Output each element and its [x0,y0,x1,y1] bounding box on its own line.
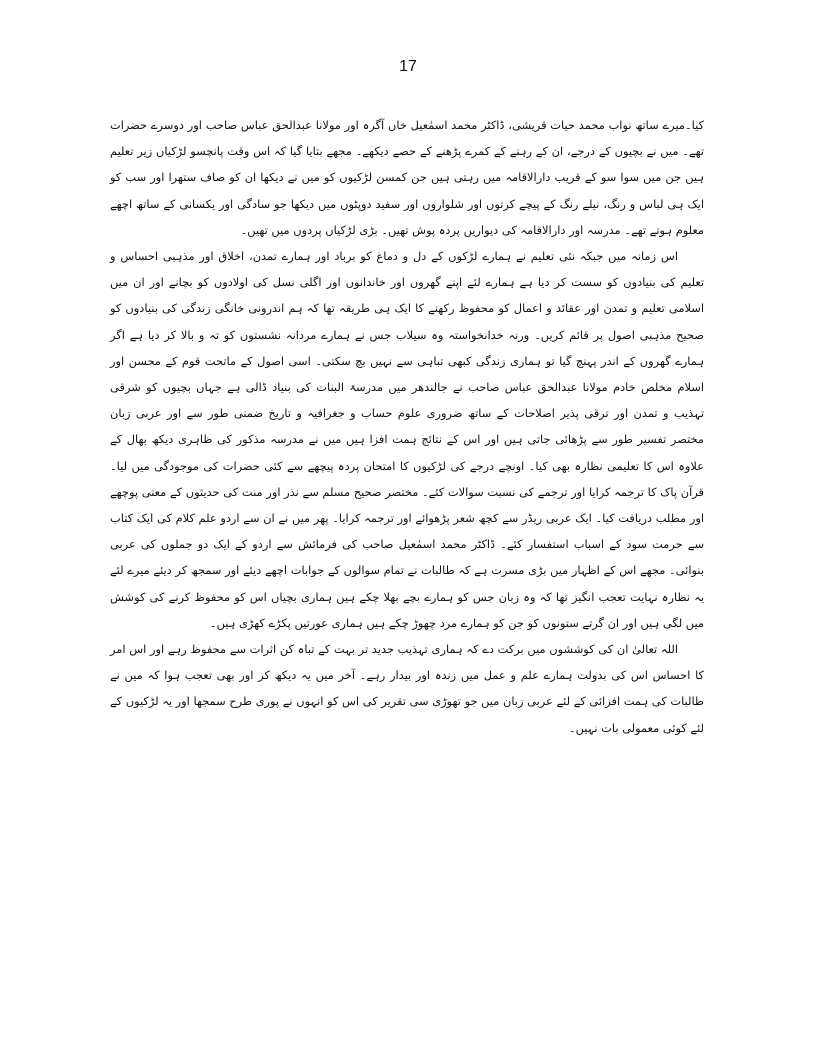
paragraph: اللہ تعالیٰ ان کی کوششوں میں برکت دے کہ ہماری تہذیب جدید تر بہت کے تباہ کن اثرات سے محفوظ رہے اور اس امر کا احساس اس کی بدولت ہمارے علم و عمل میں زندہ اور بیدار رہے۔ آخر میں یہ دیکھ کر اور بھی تعجب ہوا کہ میں نے طالبات کی ہمت افزائی کے لئے عربی زبان میں جو تھوڑی سی تقریر کی اس کو انہوں نے پوری طرح سمجھا اور یہ لڑکیوں کے لئے کوئی معمولی بات نہیں۔ [110,642,704,735]
body-text [110,112,704,741]
paragraph: اس زمانہ میں جبکہ نئی تعلیم نے ہمارے لڑکوں کے دل و دماغ کو برباد اور ہمارے تمدن، اخلاق اور مذہبی احساس و تعلیم کی بنیادوں کو سست کر دیا ہے ہمارے لئے اپنے گھروں اور خاندانوں اور اگلی نسل کی اولادوں کو بچانے اور ان میں اسلامی تعلیم و تمدن اور عقائد و اعمال کو محفوظ رکھنے کا ایک ہی طریقہ تھا کہ ہم اندرونی خانگی زندگی کی بنیادوں کو صحیح مذہبی اصول پر قائم کریں۔ ورنہ خدانخواستہ وہ سیلاب جس نے ہمارے مردانہ نشستوں کو تہ و بالا کر دیا ہے اگر ہمارے گھروں کے اندر پہنچ گیا تو ہماری زندگی کبھی تباہی سے نہیں بچ سکتی۔ اسی اصول کے ماتحت قوم کے محسن اور اسلام مخلص خادم مولانا عبدالحق عباس صاحب نے جالندھر میں مدرسۃ البنات کی بنیاد ڈالی ہے جہاں بچیوں کو شرقی تہذیب و تمدن اور ترقی پذیر اصلاحات کے ساتھ ضروری علوم حساب و جغرافیہ و تاریخ ضمنی طور سے اور عربی زبان مختصر تفسیر طور سے پڑھائی جاتی ہیں اور اس کے نتائج ہمت افزا ہیں میں نے مدرسہ مذکور کی ظاہری دیکھ بھال کے علاوہ اس کا تعلیمی نظارہ بھی کیا۔ اونچے درجے کی لڑکیوں کا امتحان پردہ پیچھے سے کئی حضرات کی موجودگی میں لیا۔ قرآن پاک کا ترجمہ کرایا اور ترجمے کی نسبت سوالات کئے۔ مختصر صحیح مسلم سے نذر اور منت کی حدیثوں کے معنی پوچھے اور مطلب دریافت کیا۔ ایک عربی ریڈر سے کچھ شعر پڑھوائے اور ترجمہ کرایا۔ پھر میں نے ان سے اردو علم کلام کی ایک کتاب سے حرمت سود کے اسباب استفسار کئے۔ ڈاکٹر محمد اسمٰعیل صاحب کی فرمائش سے اردو کے ایک دو جملوں کی عربی بنوائی۔ مجھے اس کے اظہار میں بڑی مسرت ہے کہ طالبات نے تمام سوالوں کے جوابات اچھے دیئے اور سمجھ کر دیئے میرے لئے یہ نظارہ نہایت تعجب انگیز تھا کہ وہ زبان جس کو ہمارے بچے بھلا چکے ہیں ہماری بچیاں اس کو محفوظ کرنے کی کوشش میں لگی ہیں اور ان گرتے ستونوں کو جن کو ہمارے مرد چھوڑ چکے ہیں ہماری عورتیں پکڑے کھڑی ہیں۔ [110,249,704,630]
page-number: 17 [399,58,417,75]
paragraph: کیا۔میرے ساتھ نواب محمد حیات قریشی، ڈاکٹر محمد اسمٰعیل خاں آگرہ اور مولانا عبدالحق عباس صاحب اور دوسرے حضرات تھے۔ میں نے بچیوں کے درجے، ان کے رہنے کے کمرے پڑھنے کے حصے دیکھے۔ مجھے بتایا گیا کہ اس وقت پانچسو لڑکیاں زیر تعلیم ہیں جن میں سوا سو کے قریب دارالاقامہ میں رہتی ہیں جن کمسن لڑکیوں کو میں نے دیکھا ان کو صاف ستھرا اور سب کو ایک ہی لباس و رنگ، نیلے رنگ کے پیچے کرتوں اور شلواروں اور سفید دوپٹوں میں دیکھا جو سادگی اور یکسانی کے ساتھ اچھے معلوم ہوتے تھے۔ مدرسہ اور دارالاقامہ کی دیواریں پردہ پوش تھیں۔ بڑی لڑکیاں پردوں میں تھیں۔ [110,118,704,237]
